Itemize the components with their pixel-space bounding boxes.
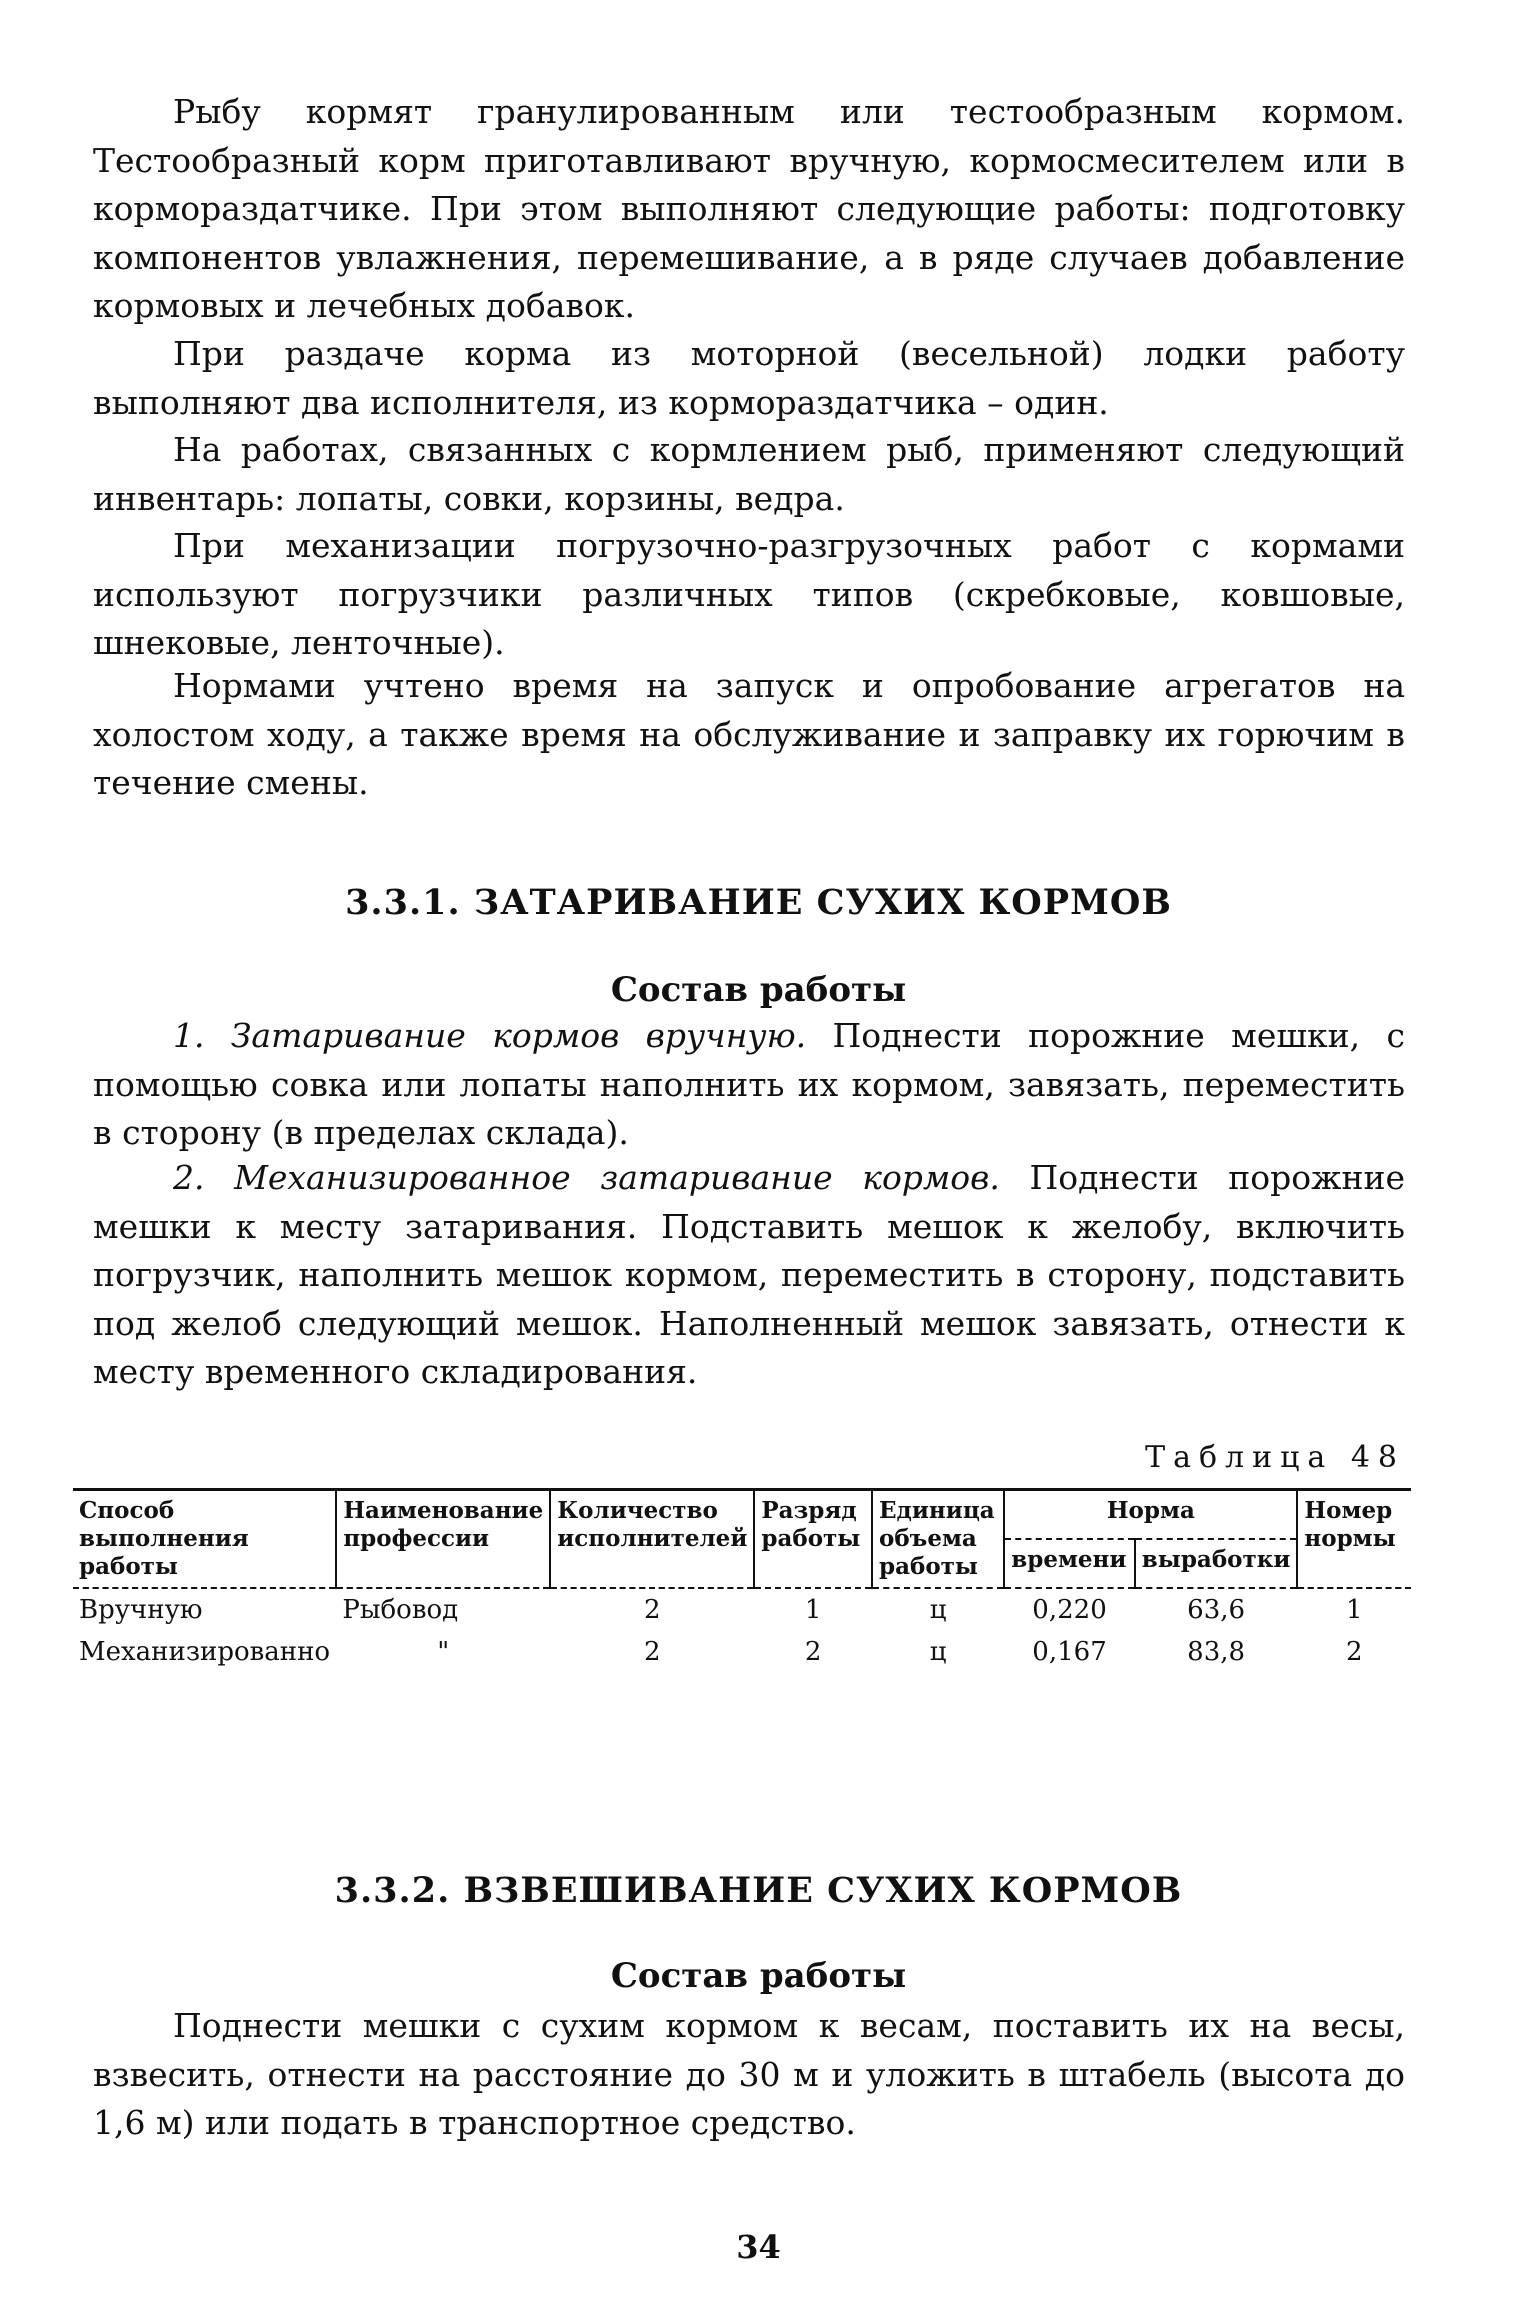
header-unit: Единица объема работы	[872, 1490, 1004, 1589]
cell-count: 2	[644, 1595, 661, 1625]
section-1-item-2	[93, 1154, 1405, 1397]
section-2-text: Поднести мешки с сухим кормом к весам, поставить их на весы, взвесить, отнести на расстояние до 30 м и уложить в штабель (высота до 1,6 м) или подать в транспортное средство.	[93, 2006, 1405, 2142]
cell-method: Вручную	[79, 1595, 203, 1625]
cell-output: 63,6	[1187, 1595, 1246, 1625]
cell-profession: "	[437, 1637, 450, 1667]
section-1-item-1	[93, 1012, 1405, 1158]
intro-paragraph-5: Нормами учтено время на запуск и опробование агрегатов на холостом ходу, а также время на обслуживание и заправку их горючим в течение смены.	[93, 666, 1405, 802]
cell-method: Механизированно	[79, 1637, 331, 1667]
item-2-label: 2. Механизированное затаривание кормов.	[173, 1158, 1000, 1197]
cell-grade: 2	[804, 1637, 822, 1667]
item-1-label: 1. Затаривание кормов вручную.	[173, 1016, 807, 1055]
header-norm-number: Номер нормы	[1297, 1490, 1411, 1589]
page-number: 34	[736, 2228, 781, 2266]
cell-grade: 1	[804, 1595, 822, 1625]
cell-number: 1	[1345, 1595, 1363, 1625]
item-1-text: Поднести порожние мешки, с помощью совка или лопаты наполнить их кормом, завязать, переместить в сторону (в пределах склада).	[93, 1016, 1406, 1152]
cell-profession: Рыбовод	[342, 1595, 459, 1625]
section-1-subtitle: Состав работы	[610, 970, 907, 1010]
header-grade: Разряд работы	[754, 1490, 872, 1589]
cell-time: 0,220	[1032, 1595, 1107, 1625]
intro-paragraph-3: На работах, связанных с кормлением рыб, применяют следующий инвентарь: лопаты, совки, корзины, ведра.	[93, 430, 1405, 518]
header-norm-output: выработки	[1135, 1539, 1298, 1588]
cell-time: 0,167	[1032, 1637, 1107, 1667]
header-norm-time: времени	[1004, 1539, 1135, 1588]
cell-count: 2	[644, 1637, 661, 1667]
cell-number: 2	[1345, 1637, 1363, 1667]
section-2-title: 3.3.2. ВЗВЕШИВАНИЕ СУХИХ КОРМОВ	[334, 1870, 1183, 1911]
table-row	[73, 1588, 1411, 1631]
header-method: Способ выполнения работы	[73, 1490, 336, 1589]
table-caption: Таблица 48	[1145, 1440, 1405, 1475]
intro-paragraph-4: При механизации погрузочно-разгрузочных работ с кормами используют погрузчики различных типов (скребковые, ковшовые, шнековые, ленточные).	[93, 526, 1405, 662]
intro-paragraph-1: Рыбу кормят гранулированным или тестообразным кормом. Тестообразный корм приготавливают вручную, кормосмесителем или в кормораздатчике. При этом выполняют следующие работы: подготовку компонентов увлажнения, перемешивание, а в ряде случаев добавление кормовых и лечебных добавок.	[93, 92, 1405, 325]
header-count: Количество исполнителей	[550, 1490, 754, 1589]
norms-table	[73, 1488, 1411, 1673]
header-norm: Норма	[1004, 1490, 1297, 1540]
item-2-text: Поднести порожние мешки к месту затаривания. Подставить мешок к желобу, включить погрузчик, наполнить мешок кормом, переместить в сторону, подставить под желоб следующий мешок. Наполненный мешок завязать, отнести к месту временного складирования.	[93, 1158, 1405, 1391]
section-1-title: 3.3.1. ЗАТАРИВАНИЕ СУХИХ КОРМОВ	[345, 882, 1172, 923]
cell-output: 83,8	[1187, 1637, 1246, 1667]
table-row	[73, 1631, 1411, 1673]
intro-paragraph-2: При раздаче корма из моторной (весельной) лодки работу выполняют два исполнителя, из кормораздатчика – один.	[93, 334, 1405, 422]
cell-unit: ц	[929, 1637, 947, 1667]
section-2-subtitle: Состав работы	[610, 1956, 907, 1996]
cell-unit: ц	[929, 1595, 947, 1625]
header-profession: Наименование профессии	[336, 1490, 550, 1589]
